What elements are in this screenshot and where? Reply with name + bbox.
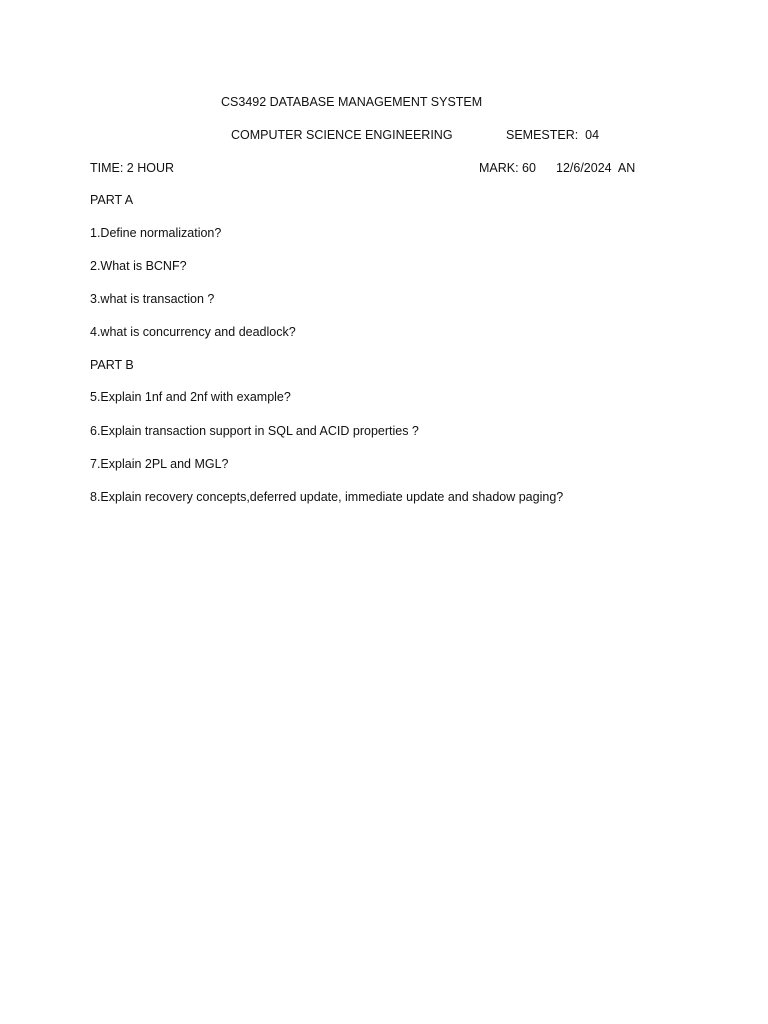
part-b-heading: PART B [90, 358, 134, 372]
exam-time: TIME: 2 HOUR [90, 161, 175, 175]
question-item: 3.what is transaction ? [90, 292, 215, 306]
question-item: 7.Explain 2PL and MGL? [90, 457, 229, 471]
semester: SEMESTER: 04 [506, 128, 600, 142]
question-item: 6.Explain transaction support in SQL and ACID properties ? [90, 424, 419, 438]
question-item: 1.Define normalization? [90, 226, 222, 240]
question-item: 4.what is concurrency and deadlock? [90, 325, 296, 339]
question-item: 2.What is BCNF? [90, 259, 187, 273]
course-title: CS3492 DATABASE MANAGEMENT SYSTEM [221, 95, 483, 109]
exam-mark: MARK: 60 [479, 161, 536, 175]
question-item: 8.Explain recovery concepts,deferred update, immediate update and shadow paging? [90, 490, 564, 504]
department: COMPUTER SCIENCE ENGINEERING [231, 128, 453, 142]
exam-date: 12/6/2024 AN [556, 161, 636, 175]
part-a-heading: PART A [90, 193, 134, 207]
question-item: 5.Explain 1nf and 2nf with example? [90, 390, 291, 404]
